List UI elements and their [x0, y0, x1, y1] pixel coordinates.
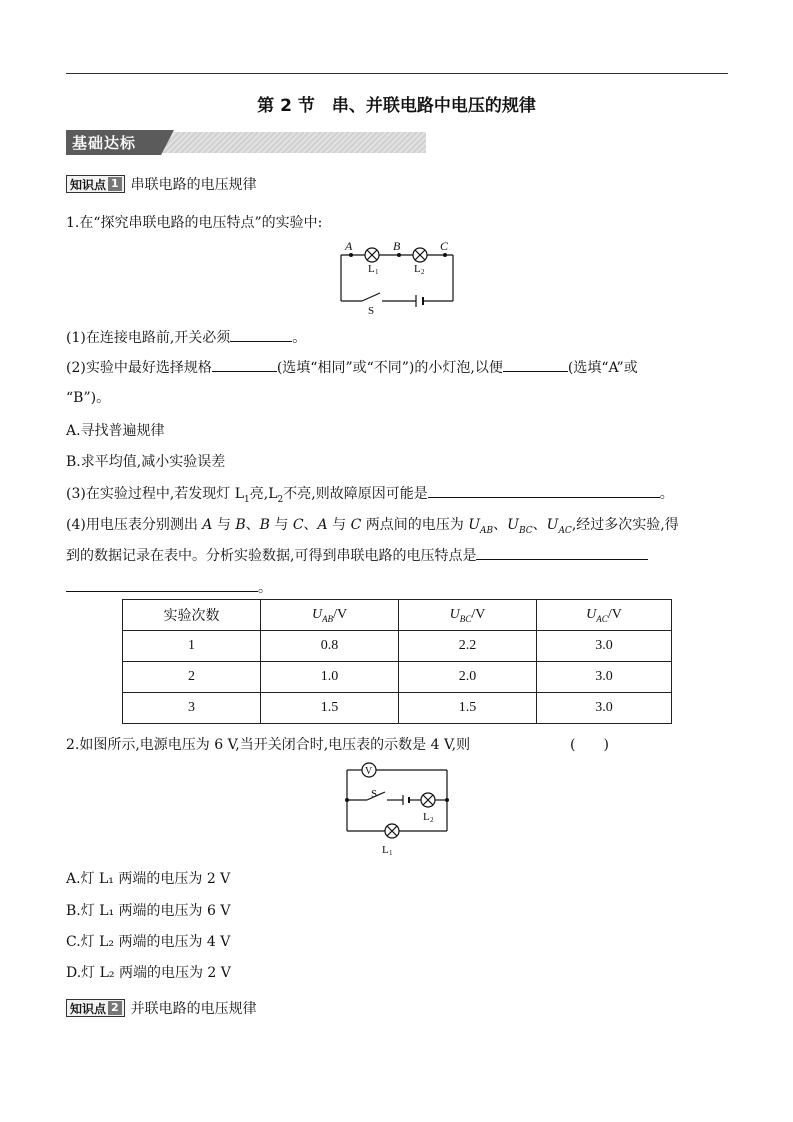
voltmeter-label: V [365, 766, 373, 777]
option-a: A.灯 L₁ 两端的电压为 2 V [66, 871, 231, 887]
page-title: 第 2 节 串、并联电路中电压的规律 [257, 96, 536, 116]
question-1-part-2-cont: “B”)。 [66, 390, 111, 406]
voltmeter-circuit-diagram [335, 758, 460, 858]
option-b: B.求平均值,减小实验误差 [66, 454, 226, 470]
answer-blank[interactable] [476, 545, 648, 560]
answer-bracket: ( ) [570, 737, 609, 753]
question-1-part-1: (1)在连接电路前,开关必须 。 [66, 327, 306, 347]
question-1-part-4-cont: 到的数据记录在表中。分析实验数据,可得到串联电路的电压特点是 [66, 545, 648, 565]
switch-label: S [368, 305, 375, 317]
option-c: C.灯 L₂ 两端的电压为 4 V [66, 934, 231, 950]
switch-label: S [371, 788, 378, 800]
option-d: D.灯 L₂ 两端的电压为 2 V [66, 965, 231, 981]
knowledge-point-label: 串联电路的电压规律 [130, 177, 257, 193]
question-1-part-4: (4)用电压表分别测出 A 与 B、B 与 C、A 与 C 两点间的电压为 $U_{AB}$、$U_{BC}$、$U_{AC}$,经过多次实验,得 [66, 517, 679, 536]
l2-label: L [423, 811, 430, 823]
series-circuit-diagram [330, 238, 465, 318]
question-2-stem: 2.如图所示,电源电压为 6 V,当开关闭合时,电压表的示数是 4 V,则 [66, 737, 471, 753]
knowledge-point-2: 知识点 2 并联电路的电压规律 [66, 999, 257, 1017]
node-a-label: A [345, 239, 353, 253]
table-row: 3 1.5 1.5 3.0 [123, 693, 672, 724]
section-banner [66, 130, 426, 155]
question-1-part-3: (3)在实验过程中,若发现灯 $L_1$亮$,L_2$不亮,则故障原因可能是 。 [66, 483, 674, 505]
option-b: B.灯 L₁ 两端的电压为 6 V [66, 903, 231, 919]
table-row: 1 0.8 2.2 3.0 [123, 631, 672, 662]
svg-text:1: 1 [375, 268, 379, 276]
question-1-part-4-end: 。 [66, 577, 272, 597]
top-rule [66, 73, 728, 74]
banner-label: 基础达标 [72, 134, 137, 152]
answer-blank[interactable] [428, 483, 660, 498]
table-row: 2 1.0 2.0 3.0 [123, 662, 672, 693]
svg-text:2: 2 [421, 268, 425, 276]
option-a: A.寻找普遍规律 [66, 423, 165, 439]
l1-label: L [382, 844, 389, 856]
knowledge-point-1: 知识点 1 串联电路的电压规律 [66, 175, 257, 193]
answer-blank[interactable] [66, 577, 258, 592]
node-b-label: B [393, 239, 401, 253]
svg-text:2: 2 [430, 816, 434, 824]
l2-label: L [414, 263, 421, 275]
answer-blank[interactable] [212, 357, 277, 372]
node-c-label: C [440, 239, 449, 253]
table-header-row: 实验次数 $U_{AB}/V$ $U_{BC}/V$ $U_{AC}/V$ [123, 600, 672, 631]
question-1-intro: 1.在“探究串联电路的电压特点”的实验中: [66, 215, 323, 231]
question-1-part-2: (2)实验中最好选择规格 (选填“相同”或“不同”)的小灯泡,以便 (选填“A”或 [66, 357, 638, 377]
svg-text:1: 1 [389, 849, 393, 857]
answer-blank[interactable] [503, 357, 568, 372]
l1-label: L [368, 263, 375, 275]
answer-blank[interactable] [230, 327, 292, 342]
knowledge-point-label: 并联电路的电压规律 [130, 1001, 257, 1017]
data-table [122, 599, 672, 724]
